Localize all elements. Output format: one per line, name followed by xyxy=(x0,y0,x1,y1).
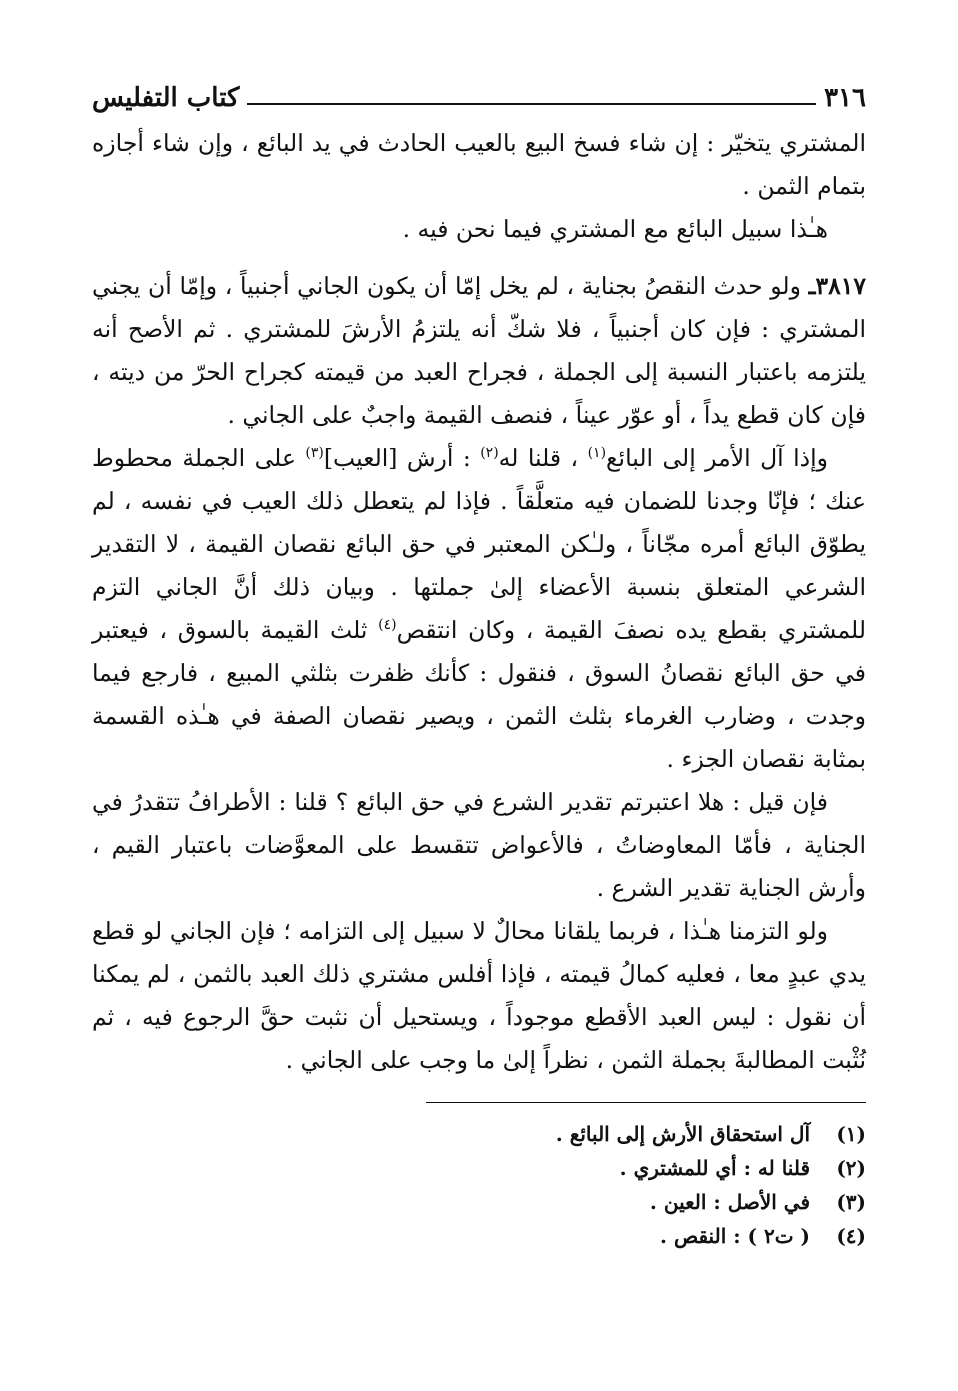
paragraph: ولو التزمنا هـٰذا ، فربما يلقانا محالٌ لا سبيل إلى التزامه ؛ فإن الجاني لو قطع يدي عبدٍ معا ، فعليه كمالُ قيمته ، فإذا أفلس مشتري ذلك العبد بالثمن ، لم يمكنا أن نقول : ليس العبد الأقطع موجوداً ، ويستحيل أن نثبت حقَّ الرجوع فيه ، ثم نُثْبت المطالبةَ بجملة الثمن ، نظراً إلىٰ ما وجب على الجاني . xyxy=(92,917,866,1074)
paragraph: هـٰذا سبيل البائع مع المشتري فيما نحن فيه . xyxy=(402,215,828,243)
book-title: كتاب التفليس xyxy=(92,83,240,113)
footnote-ref: (٣) xyxy=(305,445,324,462)
paragraph-section-3817 xyxy=(92,265,866,437)
footnote-text: آل استحقاق الأرش إلى البائع . xyxy=(555,1122,810,1146)
footnote-text: في الأصل : العين . xyxy=(649,1190,810,1214)
footnote xyxy=(92,1219,866,1253)
paragraph: فإن قيل : هلا اعتبرتم تقدير الشرع في حق البائع ؟ قلنا : الأطرافُ تتقدرُ في الجناية ، فأمّا المعاوضاتُ ، فالأعواض تتقسط على المعوَّضات باعتبار القيم ، وأرش الجناية تقدير الشرع . xyxy=(92,788,866,902)
paragraph: المشتري يتخيّر : إن شاء فسخ البيع بالعيب الحادث في يد البائع ، وإن شاء أجازه بتمام الثمن . xyxy=(92,129,866,200)
footnote-text: ( ت٢ ) : النقص . xyxy=(660,1224,810,1248)
footnote xyxy=(92,1117,866,1151)
footnotes xyxy=(92,1117,866,1253)
footnote-ref: (١) xyxy=(587,445,607,462)
body-text xyxy=(92,122,866,1082)
footnote-number: (٢) xyxy=(836,1156,866,1180)
footnote-text: قلنا له : أي للمشتري . xyxy=(619,1156,810,1180)
header-rule xyxy=(247,103,816,105)
paragraph-text: ، قلنا له xyxy=(498,444,579,472)
footnote-divider xyxy=(426,1102,866,1103)
paragraph-text: وإذا آل الأمر إلى البائع xyxy=(606,444,828,472)
footnote xyxy=(92,1151,866,1185)
footnote-number: (١) xyxy=(836,1122,866,1146)
page-number: ٣١٦ xyxy=(824,83,866,113)
footnote-ref: (٤) xyxy=(378,617,397,634)
page-header xyxy=(92,78,866,118)
paragraph-text: على الجملة محطوط عنك ؛ فإنّا وجدنا للضمان فيه متعلَّقاً . فإذا لم يتعطل ذلك العيب في نفسه ، لم يطوّق البائع أمره مجّاناً ، ولـٰكن المعتبر في حق البائع نقصان القيمة ، لا التقدير الشرعي المتعلق بنسبة الأعضاء إلىٰ جملتها . وبيان ذلك أنَّ الجاني التزم للمشتري بقطع يده نصفَ القيمة ، وكان انتقص xyxy=(92,444,866,644)
footnote-number: (٤) xyxy=(836,1224,866,1248)
paragraph-text: : أرش [العيب] xyxy=(323,444,471,472)
paragraph xyxy=(92,437,866,781)
paragraph-text: ثلث القيمة بالسوق ، فيعتبر في حق البائع نقصانُ السوق ، فنقول : كأنك ظفرت بثلثي المبيع ، فارجع فيما وجدت ، وضارب الغرماء بثلث الثمن ، ويصير نقصان الصفة في هـٰذه القسمة بمثابة نقصان الجزء . xyxy=(92,616,866,773)
footnote xyxy=(92,1185,866,1219)
paragraph-text: ولو حدث النقصُ بجناية ، لم يخل إمّا أن يكون الجاني أجنبياً ، وإمّا أن يجني المشتري : فإن كان أجنبياً ، فلا شكّ أنه يلتزمُ الأرشَ للمشتري . ثم الأصح أنه يلتزمه باعتبار النسبة إلى الجملة ، فجراح العبد من قيمته كجراح الحرّ من ديته ، فإن كان قطع يداً ، أو عوّر عيناً ، فنصف القيمة واجبٌ على الجاني . xyxy=(92,272,866,429)
footnote-number: (٣) xyxy=(836,1190,866,1214)
footnote-ref: (٢) xyxy=(480,445,499,462)
section-number: ٣٨١٧ـ xyxy=(808,272,866,300)
